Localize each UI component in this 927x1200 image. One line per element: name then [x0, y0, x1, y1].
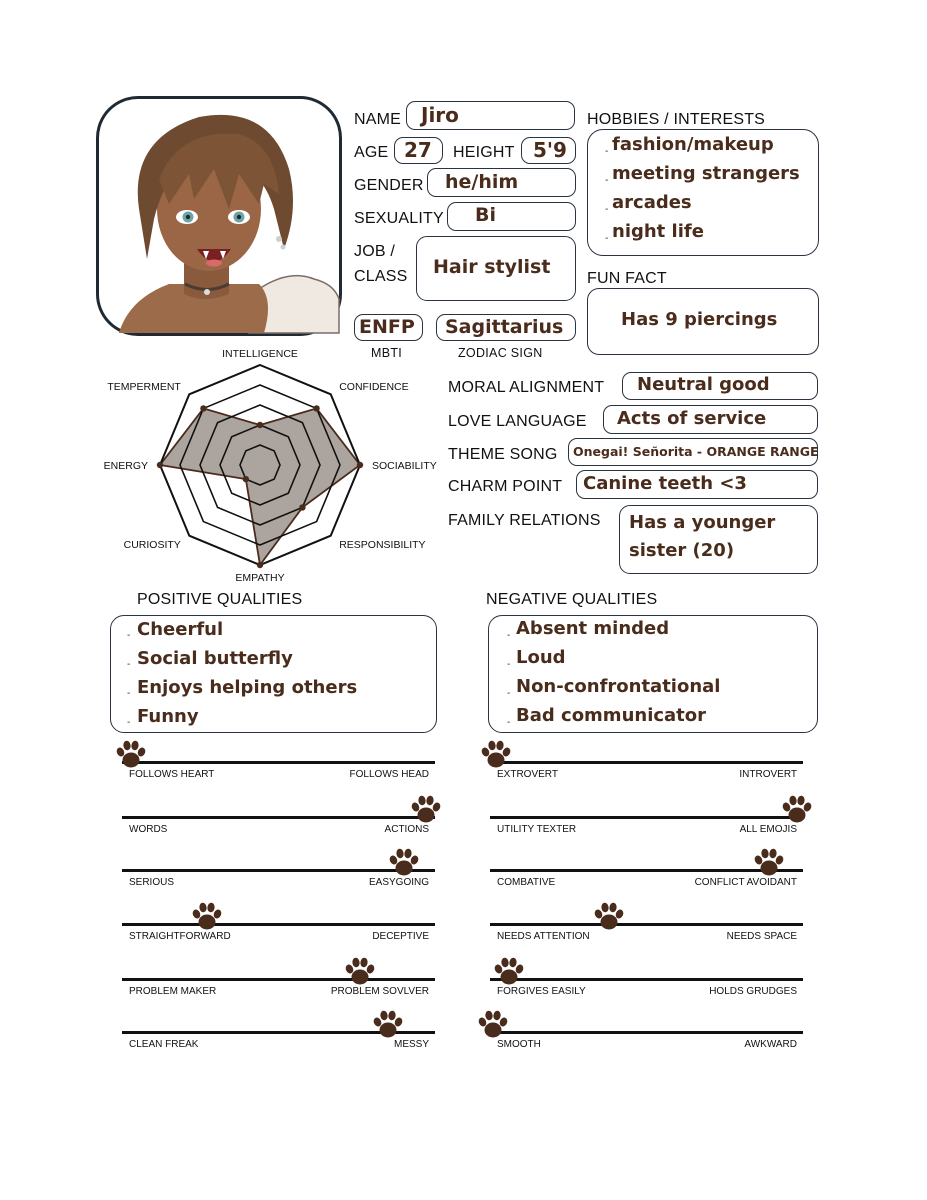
moral-alignment-field [622, 372, 818, 400]
zodiac-value: Sagittarius [445, 316, 564, 338]
radar-point-confidence [313, 405, 319, 411]
slider-right-label: EASYGOING [368, 877, 429, 888]
family-relations-line2: sister (20) [629, 540, 735, 561]
radar-point-temperment [200, 405, 206, 411]
slider-left-label: NEEDS ATTENTION [497, 931, 590, 942]
job-label-line2: CLASS [354, 268, 408, 285]
job-field [416, 236, 576, 301]
slider-left-label: FORGIVES EASILY [497, 986, 586, 997]
gender-field [427, 168, 576, 197]
paw-print-icon [752, 845, 786, 879]
paw-print-icon [780, 792, 814, 826]
slider-left-label: WORDS [129, 824, 168, 835]
personality-radar-chart [103, 348, 440, 585]
paw-print-icon [371, 1007, 405, 1041]
fun-fact-value: Has 9 piercings [621, 309, 778, 330]
charm-point-value: Canine teeth <3 [583, 473, 747, 494]
charm-point-field [576, 470, 818, 499]
negative-qualities-box: - Absent minded - Loud - Non-confrontational - Bad communicator [488, 615, 818, 733]
love-language-value: Acts of service [617, 408, 767, 429]
character-portrait [96, 96, 342, 336]
slider-right-label: AWKWARD [744, 1039, 797, 1050]
height-field [521, 137, 576, 164]
slider-right-label: INTROVERT [739, 769, 797, 780]
mbti-label: MBTI [371, 346, 403, 360]
paw-print-icon [343, 954, 377, 988]
slider-right-label: ALL EMOJIS [739, 824, 797, 835]
mbti-field [354, 314, 423, 341]
slider-left-label: FOLLOWS HEART [129, 769, 215, 780]
slider-track [490, 923, 803, 926]
theme-song-value: Onegai! Señorita - ORANGE RANGE [573, 444, 819, 459]
fun-fact-title: FUN FACT [587, 270, 667, 287]
sexuality-label: SEXUALITY [354, 210, 444, 227]
paw-print-icon [114, 737, 148, 771]
slider-track [490, 816, 803, 819]
radar-axis-label-temperment: TEMPERMENT [107, 380, 181, 393]
name-field [406, 101, 575, 130]
hobbies-title: HOBBIES / INTERESTS [587, 111, 766, 128]
slider-right-label: CONFLICT AVOIDANT [694, 877, 797, 888]
positive-qualities-box: - Cheerful - Social butterfly - Enjoys helping others - Funny [110, 615, 437, 733]
moral-alignment-value: Neutral good [637, 374, 770, 395]
job-value: Hair stylist [433, 256, 551, 278]
slider-track [122, 761, 435, 764]
radar-axis-label-sociability: SOCIABILITY [372, 460, 437, 472]
paw-print-icon [409, 792, 443, 826]
radar-point-empathy [257, 562, 263, 568]
sexuality-field [447, 202, 576, 231]
radar-point-responsibility [299, 504, 305, 510]
sexuality-value: Bi [475, 204, 496, 226]
slider-left-label: COMBATIVE [497, 877, 556, 888]
slider-left-label: UTILITY TEXTER [497, 824, 577, 835]
slider-right-label: PROBLEM SOVLVER [330, 986, 429, 997]
name-value: Jiro [421, 103, 459, 127]
slider-left-label: SERIOUS [129, 877, 175, 888]
radar-point-sociability [357, 462, 363, 468]
zodiac-label: ZODIAC SIGN [458, 346, 543, 360]
radar-axis-label-responsibility: RESPONSIBILITY [339, 539, 426, 552]
theme-song-label: THEME SONG [448, 446, 558, 463]
mbti-value: ENFP [359, 316, 415, 338]
name-label: NAME [354, 111, 402, 128]
slider-track [122, 978, 435, 981]
paw-print-icon [479, 737, 513, 771]
radar-point-energy [157, 462, 163, 468]
radar-point-curiosity [243, 476, 249, 482]
age-label: AGE [354, 144, 389, 161]
slider-right-label: ACTIONS [384, 824, 429, 835]
paw-print-icon [476, 1007, 510, 1041]
paw-print-icon [492, 954, 526, 988]
moral-alignment-label: MORAL ALIGNMENT [448, 379, 605, 396]
job-label-line1: JOB / [354, 243, 396, 260]
slider-left-label: CLEAN FREAK [129, 1039, 199, 1050]
paw-print-icon [592, 899, 626, 933]
slider-right-label: NEEDS SPACE [726, 931, 797, 942]
portrait-illustration [99, 99, 339, 333]
slider-left-label: SMOOTH [497, 1039, 541, 1050]
radar-axis-label-energy: ENERGY [103, 460, 148, 472]
slider-track [122, 923, 435, 926]
hobbies-box: - fashion/makeup - meeting strangers - arcades - night life [587, 129, 819, 256]
paw-print-icon [387, 845, 421, 879]
slider-left-label: STRAIGHTFORWARD [129, 931, 231, 942]
love-language-field [603, 405, 818, 434]
slider-right-label: MESSY [393, 1039, 429, 1050]
height-label: HEIGHT [453, 144, 515, 161]
radar-data-area [160, 408, 360, 565]
slider-track [490, 978, 803, 981]
height-value: 5'9 [533, 138, 567, 162]
love-language-label: LOVE LANGUAGE [448, 413, 587, 430]
slider-right-label: FOLLOWS HEAD [349, 769, 429, 780]
family-relations-label: FAMILY RELATIONS [448, 512, 601, 529]
radar-point-intelligence [257, 422, 263, 428]
charm-point-label: CHARM POINT [448, 478, 563, 495]
radar-axis-label-confidence: CONFIDENCE [339, 380, 409, 393]
radar-axis-label-curiosity: CURIOSITY [123, 539, 181, 552]
slider-track [490, 1031, 803, 1034]
fun-fact-box [587, 288, 819, 355]
radar-axis-label-empathy: EMPATHY [235, 572, 285, 584]
theme-song-field [568, 438, 818, 466]
family-relations-field [619, 505, 818, 574]
positive-qualities-title: POSITIVE QUALITIES [137, 591, 303, 608]
slider-left-label: EXTROVERT [497, 769, 558, 780]
paw-print-icon [190, 899, 224, 933]
slider-right-label: DECEPTIVE [372, 931, 429, 942]
zodiac-field [436, 314, 576, 341]
slider-track [490, 761, 803, 764]
family-relations-line1: Has a younger [629, 512, 776, 533]
gender-value: he/him [445, 171, 519, 193]
radar-axis-label-intelligence: INTELLIGENCE [222, 348, 298, 360]
slider-left-label: PROBLEM MAKER [129, 986, 217, 997]
gender-label: GENDER [354, 177, 424, 194]
slider-right-label: HOLDS GRUDGES [709, 986, 797, 997]
age-field [394, 137, 443, 164]
negative-qualities-title: NEGATIVE QUALITIES [486, 591, 658, 608]
slider-track [122, 816, 435, 819]
age-value: 27 [404, 138, 432, 162]
